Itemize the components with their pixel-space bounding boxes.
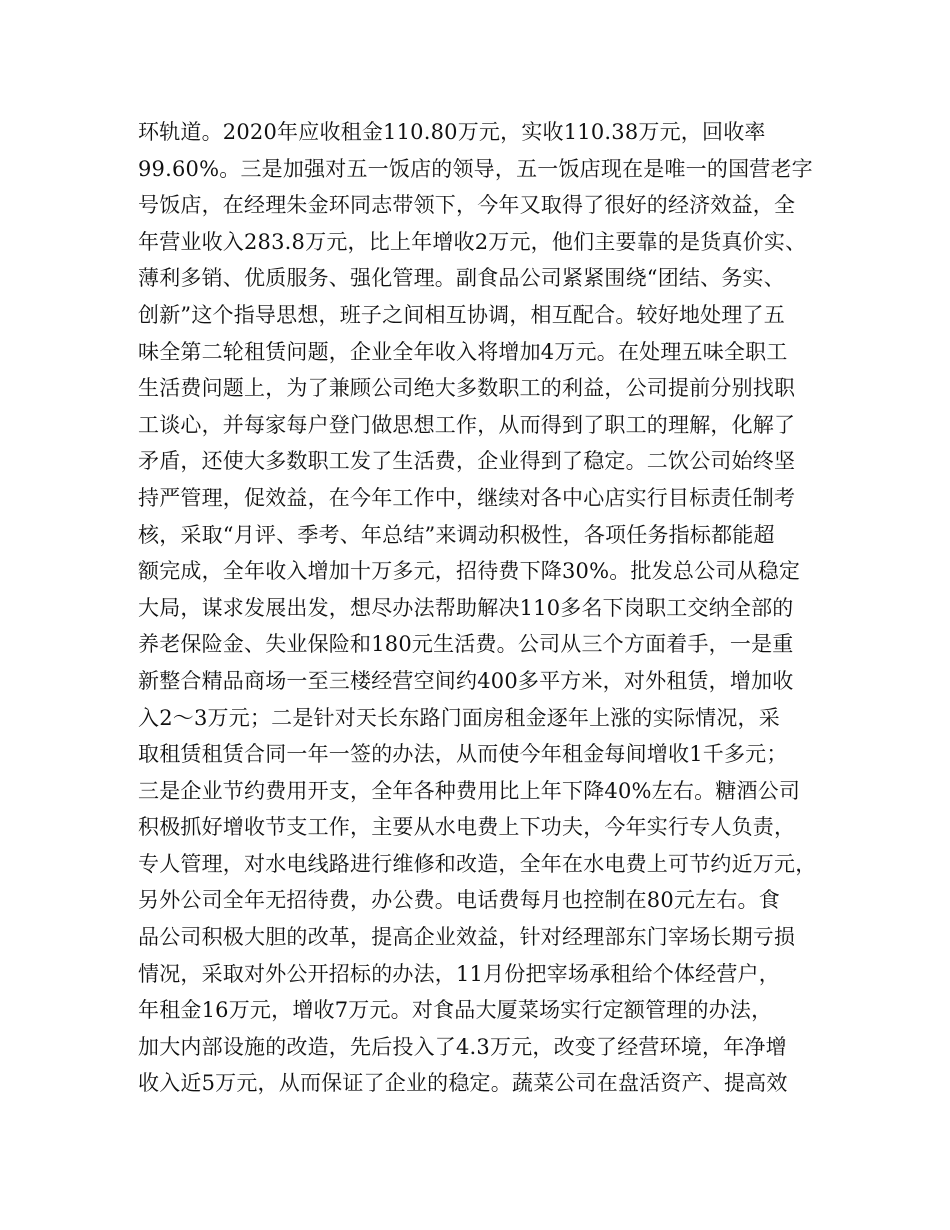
text-line: 年租金16万元，增收7万元。对食品大厦菜场实行定额管理的办法，	[138, 998, 773, 1023]
text-line: 年营业收入283.8万元，比上年增收2万元，他们主要靠的是货真价实、	[138, 229, 807, 254]
text-line: 入2～3万元；二是针对天长东路门面房租金逐年上涨的实际情况，采	[138, 705, 780, 730]
text-line: 情况，采取对外公开招标的办法，11月份把宰场承租给个体经营户，	[138, 961, 780, 986]
text-line: 品公司积极大胆的改革，提高企业效益，针对经理部东门宰场长期亏损	[138, 925, 796, 950]
text-line: 味全第二轮租赁问题，企业全年收入将增加4万元。在处理五味全职工	[138, 339, 788, 364]
text-line: 环轨道。2020年应收租金110.80万元，实收110.38万元，回收率	[138, 120, 766, 144]
text-line: 积极抓好增收节支工作，主要从水电费上下功夫，今年实行专人负责，	[138, 815, 796, 840]
text-line: 99.60%。三是加强对五一饭店的领导，五一饭店现在是唯一的国营老字	[138, 156, 813, 181]
text-line: 取租赁租赁合同一年一签的办法，从而使今年租金每间增收1千多元；	[138, 742, 788, 767]
text-line: 养老保险金、失业保险和180元生活费。公司从三个方面着手，一是重	[138, 632, 794, 657]
text-line: 工谈心，并每家每户登门做思想工作，从而得到了职工的理解，化解了	[138, 412, 796, 437]
text-line: 新整合精品商场一至三楼经营空间约400多平方米，对外租赁，增加收	[138, 668, 794, 693]
text-line: 创新”这个指导思想，班子之间相互协调，相互配合。较好地处理了五	[138, 302, 785, 327]
text-line: 三是企业节约费用开支，全年各种费用比上年下降40%左右。糖酒公司	[138, 778, 801, 803]
text-line: 持严管理，促效益，在今年工作中，继续对各中心店实行目标责任制考	[138, 485, 796, 510]
text-line: 加大内部设施的改造，先后投入了4.3万元，改变了经营环境，年净增	[138, 1034, 787, 1059]
text-line: 大局，谋求发展出发，想尽办法帮助解决110多名下岗职工交纳全部的	[138, 595, 794, 620]
text-line: 薄利多销、优质服务、强化管理。副食品公司紧紧围绕“团结、务实、	[138, 266, 785, 291]
text-line: 额完成，全年收入增加十万多元，招待费下降30%。批发总公司从稳定	[138, 559, 801, 584]
text-line: 号饭店，在经理朱金环同志带领下，今年又取得了很好的经济效益，全	[138, 193, 796, 218]
text-line: 另外公司全年无招待费，办公费。电话费每月也控制在80元左右。食	[138, 888, 780, 913]
body-text	[138, 114, 838, 1102]
text-line: 生活费问题上，为了兼顾公司绝大多数职工的利益，公司提前分别找职	[138, 376, 796, 401]
text-line: 矛盾，还使大多数职工发了生活费，企业得到了稳定。二饮公司始终坚	[138, 449, 796, 474]
text-line: 核，采取“月评、季考、年总结”来调动积极性，各项任务指标都能超	[138, 522, 775, 547]
text-line: 收入近5万元，从而保证了企业的稳定。蔬菜公司在盘活资产、提高效	[138, 1071, 788, 1096]
text-line: 专人管理，对水电线路进行维修和改造，全年在水电费上可节约近万元，	[138, 851, 817, 876]
